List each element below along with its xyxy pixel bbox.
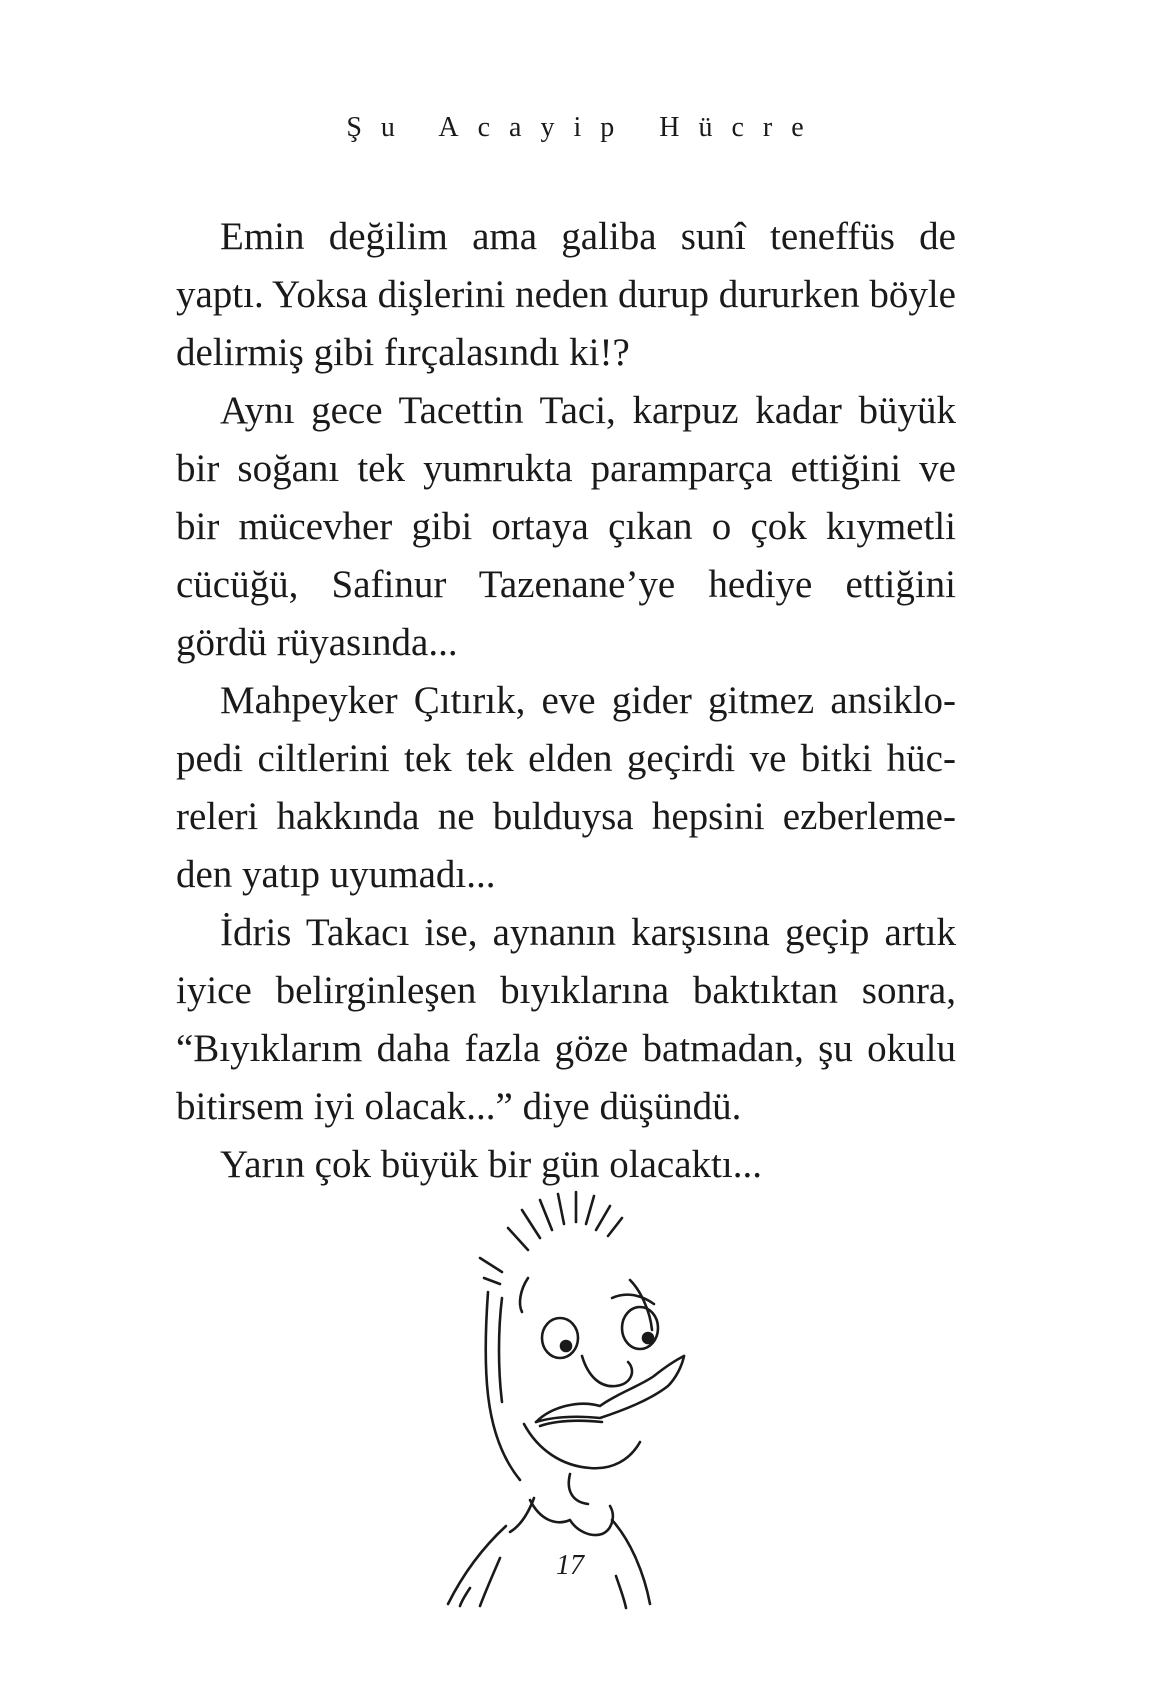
body-text bbox=[176, 208, 956, 1194]
paragraph-5: Yarın çok büyük bir gün olacaktı... bbox=[220, 1143, 762, 1186]
running-head-title: Şu Acayip Hücre bbox=[346, 112, 823, 143]
paragraph-1: Emin değilim ama galiba sunî teneffüs de yaptı. Yoksa dişlerini neden durup dururken böyle delirmiş gibi fırçalasındı ki!? bbox=[176, 215, 956, 374]
paragraph-2: Aynı gece Tacettin Taci, karpuz kadar büyük bir soğanı tek yumrukta paramparça ettiğini ve bir mücevher gibi ortaya çıkan o çok kıymetli cücüğü, Safinur Tazenane’ye hediye ettiğini gördü rüyasında... bbox=[176, 389, 956, 664]
paragraph-4: İdris Takacı ise, aynanın karşısına geçip artık iyice belirginleşen bıyıklarına baktıktan sonra, “Bıyıklarım daha fazla göze batmadan, şu okulu bitirsem iyi olacak...” diye düşündü. bbox=[176, 911, 956, 1128]
paragraph-3: Mahpeyker Çıtırık, eve gider gitmez ansiklopedi ciltlerini tek tek elden geçirdi ve bitki hücreleri hakkında ne bulduysa hepsini ezberlemeden yatıp uyumadı... bbox=[176, 679, 956, 896]
page-number: 17 bbox=[556, 1550, 584, 1581]
mustached-boy-sketch-icon bbox=[440, 1180, 770, 1610]
